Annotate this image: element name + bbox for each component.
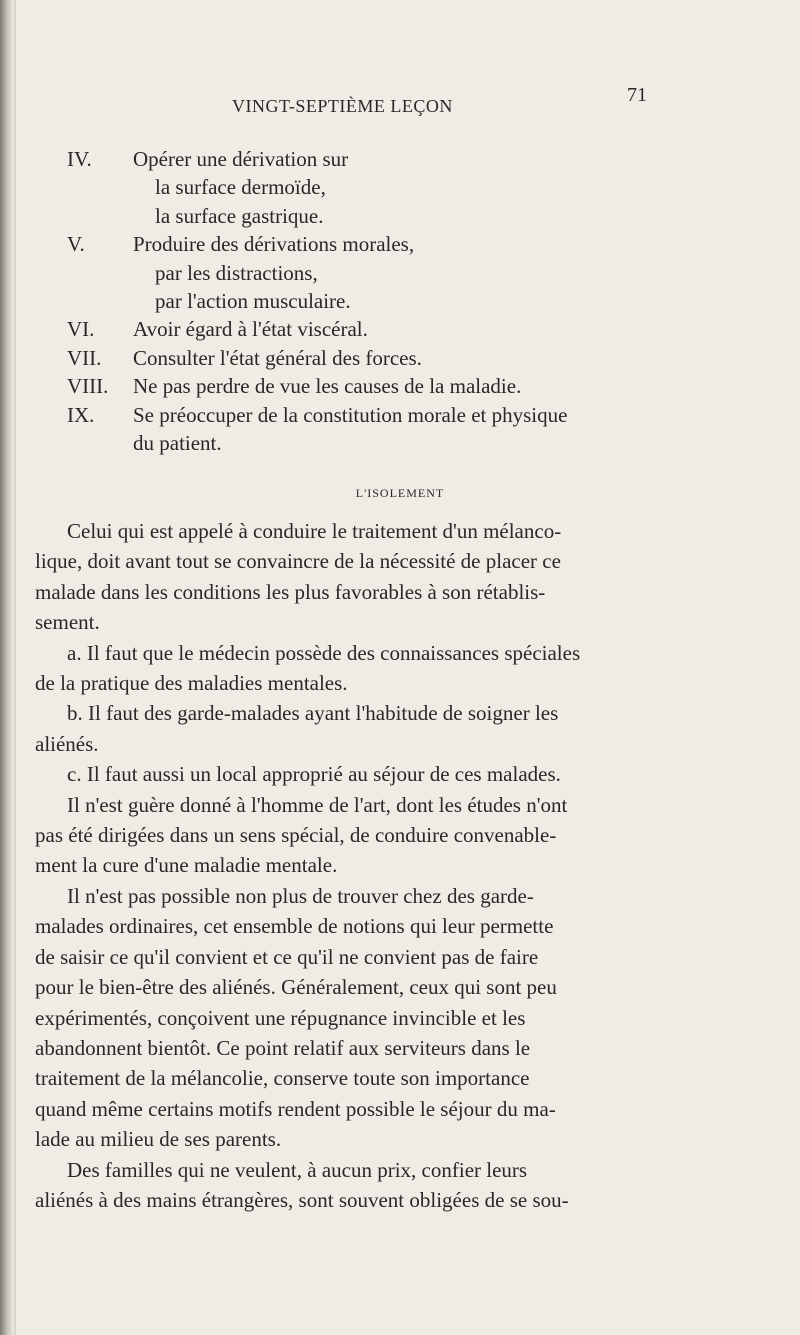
text-line: abandonnent bientôt. Ce point relatif aux serviteurs dans le (35, 1035, 531, 1060)
item-number: VIII. (67, 374, 109, 399)
text-line: b. Il faut des garde-malades ayant l'habitude de soigner les (67, 701, 559, 726)
item-line: la surface gastrique. (155, 203, 324, 228)
list-item-iv (67, 145, 787, 230)
binding-shadow (0, 0, 14, 1335)
item-number: VI. (67, 317, 95, 342)
item-line: Se préoccuper de la constitution morale et physique (133, 402, 568, 427)
text-line: quand même certains motifs rendent possible le séjour du ma- (35, 1096, 556, 1121)
text-line: de la pratique des maladies mentales. (35, 671, 348, 696)
page-edge (14, 0, 16, 1335)
text-line: de saisir ce qu'il convient et ce qu'il ne convient pas de faire (35, 944, 539, 969)
item-line: du patient. (133, 431, 222, 456)
text-line: traitement de la mélancolie, conserve toute son importance (35, 1066, 530, 1091)
text-line: expérimentés, conçoivent une répugnance invincible et les (35, 1005, 526, 1030)
item-line: Produire des dérivations morales, (133, 232, 415, 257)
running-head (0, 84, 800, 122)
item-line: Opérer une dérivation sur (133, 147, 349, 171)
item-line: Avoir égard à l'état viscéral. (133, 317, 368, 342)
item-number: IX. (67, 402, 95, 427)
text-line: ment la cure d'une maladie mentale. (35, 853, 338, 878)
text-line: Il n'est guère donné à l'homme de l'art, dont les études n'ont (67, 792, 568, 817)
section-heading: L'ISOLEMENT (355, 486, 445, 500)
running-title: VINGT-SEPTIÈME LEÇON (232, 96, 453, 116)
text-line: malades ordinaires, cet ensemble de notions qui leur permette (35, 914, 554, 939)
item-line: la surface dermoïde, (155, 175, 326, 200)
item-line: Consulter l'état général des forces. (133, 345, 422, 370)
text-line: aliénés à des mains étrangères, sont souvent obligées de se sou- (35, 1187, 569, 1212)
item-number: V. (67, 232, 85, 257)
page-number: 71 (627, 84, 647, 106)
item-line: par les distractions, (155, 260, 318, 285)
text-line: Il n'est pas possible non plus de trouver chez des garde- (67, 883, 534, 908)
list-item-ix (67, 401, 787, 458)
text-line: aliénés. (35, 731, 99, 756)
text-line: malade dans les conditions les plus favorables à son rétablis- (35, 579, 546, 604)
list-item-vii (67, 344, 787, 372)
list-item-vi (67, 315, 787, 343)
text-line: pour le bien-être des aliénés. Généralement, ceux qui sont peu (35, 975, 557, 1000)
item-number: VII. (67, 345, 102, 370)
text-line: lade au milieu de ses parents. (35, 1127, 282, 1152)
numbered-list (67, 145, 787, 457)
text-line: a. Il faut que le médecin possède des connaissances spéciales (67, 640, 581, 665)
text-line: c. Il faut aussi un local approprié au séjour de ces malades. (67, 762, 561, 787)
list-item-v (67, 230, 787, 315)
item-line: par l'action musculaire. (155, 289, 351, 314)
body-text (35, 516, 785, 1215)
item-line: Ne pas perdre de vue les causes de la maladie. (133, 374, 522, 399)
item-number: IV. (67, 147, 92, 171)
text-line: Des familles qui ne veulent, à aucun prix, confier leurs (67, 1157, 528, 1182)
text-line: sement. (35, 610, 100, 635)
text-line: pas été dirigées dans un sens spécial, de conduire convenable- (35, 823, 557, 848)
text-line: lique, doit avant tout se convaincre de la nécessité de placer ce (35, 549, 561, 574)
list-item-viii (67, 372, 787, 400)
text-line: Celui qui est appelé à conduire le traitement d'un mélanco- (67, 519, 562, 543)
